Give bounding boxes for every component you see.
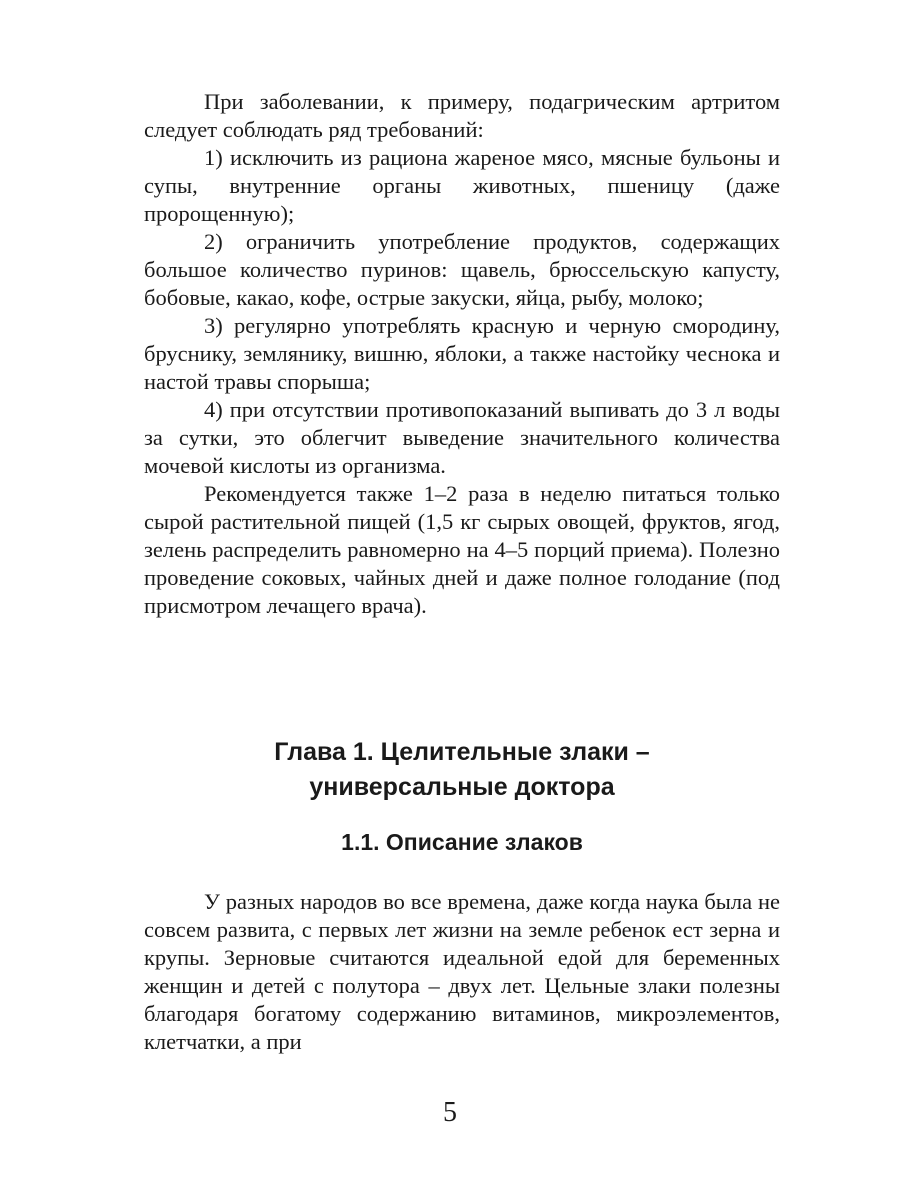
section-title: 1.1. Описание злаков — [341, 829, 583, 855]
bottom-text-block — [144, 888, 780, 1056]
paragraph-recommendation: Рекомендуется также 1–2 раза в неделю питаться только сырой растительной пищей (1,5 кг сырых овощей, фруктов, ягод, зелень распределить равномерно на 4–5 порций приема). Полезно проведение соковых, чайных дней и даже полное голодание (под присмотром лечащего врача). — [144, 481, 780, 618]
list-item-3: 3) регулярно употреблять красную и черную смородину, бруснику, землянику, вишню, яблоки, а также настойку чеснока и настой травы спорыша; — [144, 313, 780, 394]
top-text-block — [144, 88, 780, 620]
chapter-title-line-2: универсальные доктора — [309, 773, 615, 801]
list-item-1: 1) исключить из рациона жареное мясо, мясные бульоны и супы, внутренние органы животных, пшеницу (даже пророщенную); — [144, 145, 780, 226]
chapter-title — [144, 735, 780, 805]
list-item-2: 2) ограничить употребление продуктов, содержащих большое количество пуринов: щавель, брюссельскую капусту, бобовые, какао, кофе, острые закуски, яйца, рыбу, молоко; — [144, 229, 780, 310]
chapter-title-line-1: Глава 1. Целительные злаки – — [274, 738, 650, 766]
paragraph-grains-intro: У разных народов во все времена, даже когда наука была не совсем развита, с первых лет жизни на земле ребенок ест зерна и крупы. Зерновые считаются идеальной едой для беременных женщин и детей с полутора – двух лет. Цельные злаки полезны благодаря богатому содержанию витаминов, микроэлементов, клетчатки, а при — [144, 889, 780, 1054]
page-number: 5 — [443, 1097, 457, 1128]
paragraph-intro: При заболевании, к примеру, подагрическим артритом следует соблюдать ряд требований: — [144, 89, 780, 142]
list-item-4: 4) при отсутствии противопоказаний выпивать до 3 л воды за сутки, это облегчит выведение значительного количества мочевой кислоты из организма. — [144, 397, 780, 478]
